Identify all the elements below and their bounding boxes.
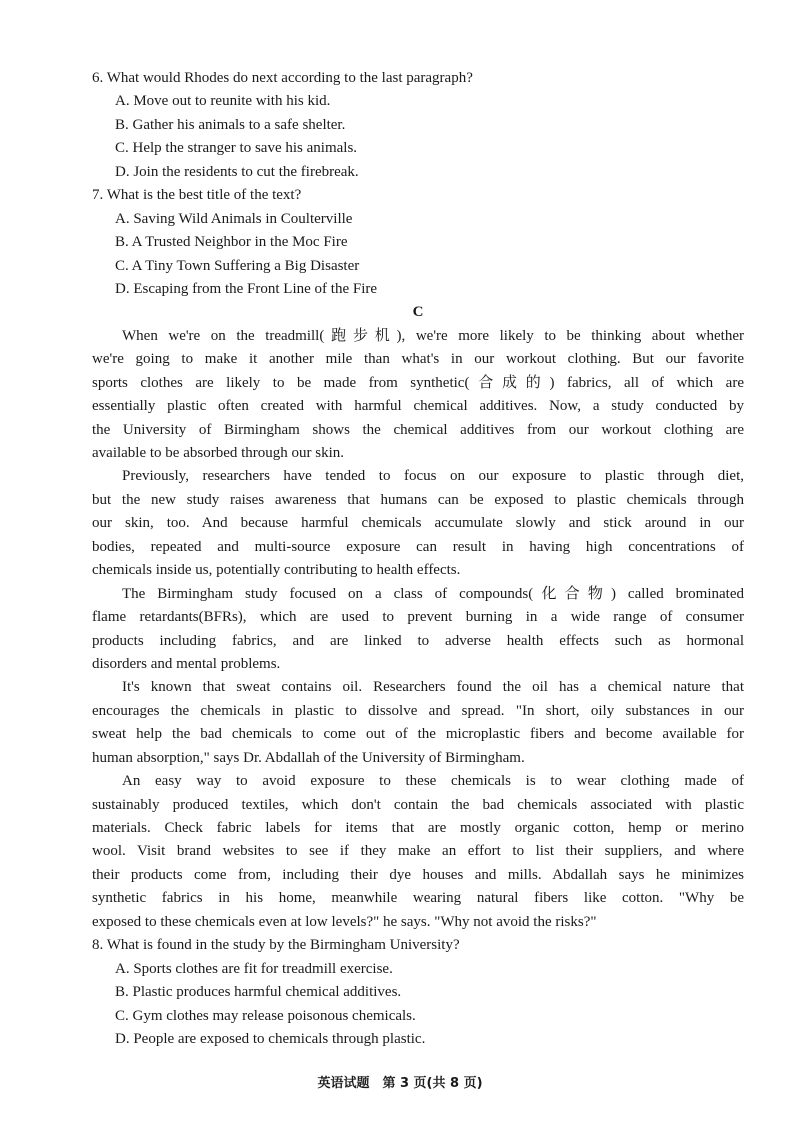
paragraph-line: synthetic fabrics in his home, meanwhile wearing natural fibers like cotton. "Why be [92, 890, 744, 907]
paragraph-line: materials. Check fabric labels for items that are mostly organic cotton, hemp or merino [92, 820, 744, 836]
page-footer: 英语试题 第 3 页(共 8 页) [317, 1076, 483, 1091]
paragraph-line: flame retardants(BFRs), which are used to prevent burning in a wide range of consumer [92, 609, 744, 626]
paragraph-line: The Birmingham study focused on a class of compounds(化合物) called brominated [122, 585, 744, 602]
answer-option: A. Sports clothes are fit for treadmill exercise. [115, 960, 393, 977]
paragraph-line: their products come from, including their dye houses and mills. Abdallah says he minimizes [92, 866, 744, 883]
answer-option: B. Plastic produces harmful chemical additives. [115, 984, 402, 1001]
paragraph-line: sports clothes are likely to be made from synthetic(合成的) fabrics, all of which are [92, 374, 744, 391]
answer-option: D. Escaping from the Front Line of the Fire [115, 280, 378, 297]
paragraph-line: human absorption," says Dr. Abdallah of the University of Birmingham. [92, 749, 525, 766]
paragraph-line: bodies, repeated and multi-source exposure can result in having high concentrations of [92, 538, 744, 555]
answer-option: C. A Tiny Town Suffering a Big Disaster [115, 257, 360, 274]
answer-option: D. People are exposed to chemicals through plastic. [115, 1030, 426, 1047]
question-stem: 8. What is found in the study by the Birmingham University? [92, 937, 460, 954]
paragraph-line: An easy way to avoid exposure to these chemicals is to wear clothing made of [122, 773, 744, 790]
paragraph-line: Previously, researchers have tended to focus on our exposure to plastic through diet, [122, 468, 744, 485]
answer-option: B. A Trusted Neighbor in the Moc Fire [115, 234, 348, 251]
paragraph-line: but the new study raises awareness that humans can be exposed to plastic chemicals through [92, 491, 744, 508]
answer-option: D. Join the residents to cut the firebreak. [115, 163, 359, 180]
paragraph-line: products including fabrics, and are linked to adverse health effects such as hormonal [92, 632, 744, 649]
paragraph-line: sweat help the bad chemicals to come out of the microplastic fibers and become available for [92, 726, 744, 743]
paragraph-line: essentially plastic often created with harmful chemical additives. Now, a study conducted by [92, 398, 744, 415]
paragraph-line: the University of Birmingham shows the chemical additives from our workout clothing are [92, 421, 744, 438]
paragraph-line: wool. Visit brand websites to see if they make an effort to list their suppliers, and where [92, 843, 744, 860]
answer-option: A. Move out to reunite with his kid. [115, 93, 331, 110]
paragraph-line: exposed to these chemicals even at low levels?" he says. "Why not avoid the risks?" [92, 913, 597, 930]
answer-option: C. Help the stranger to save his animals. [115, 140, 358, 157]
paragraph-line: chemicals inside us, potentially contributing to health effects. [92, 562, 461, 579]
passage-section-label: C [412, 304, 424, 321]
paragraph-line: When we're on the treadmill(跑步机), we're more likely to be thinking about whether [122, 327, 744, 344]
paragraph-line: It's known that sweat contains oil. Researchers found the oil has a chemical nature that [122, 679, 744, 696]
paragraph-line: we're going to make it another mile than what's in our workout clothing. But our favorite [92, 351, 744, 368]
answer-option: C. Gym clothes may release poisonous chemicals. [115, 1007, 416, 1024]
question-stem: 7. What is the best title of the text? [92, 187, 302, 204]
paragraph-line: sustainably produced textiles, which don't contain the bad chemicals associated with plastic [92, 796, 744, 813]
paragraph-line: disorders and mental problems. [92, 655, 281, 672]
question-stem: 6. What would Rhodes do next according to the last paragraph? [92, 70, 473, 86]
answer-option: A. Saving Wild Animals in Coulterville [115, 210, 353, 227]
paragraph-line: encourages the chemicals in plastic to dissolve and spread. "In short, oily substances in our [92, 702, 744, 719]
exam-page [92, 67, 744, 1051]
paragraph-line: our skin, too. And because harmful chemicals accumulate slowly and stick around in our [92, 515, 744, 532]
answer-option: B. Gather his animals to a safe shelter. [115, 116, 346, 133]
paragraph-line: available to be absorbed through our skin. [92, 445, 345, 461]
